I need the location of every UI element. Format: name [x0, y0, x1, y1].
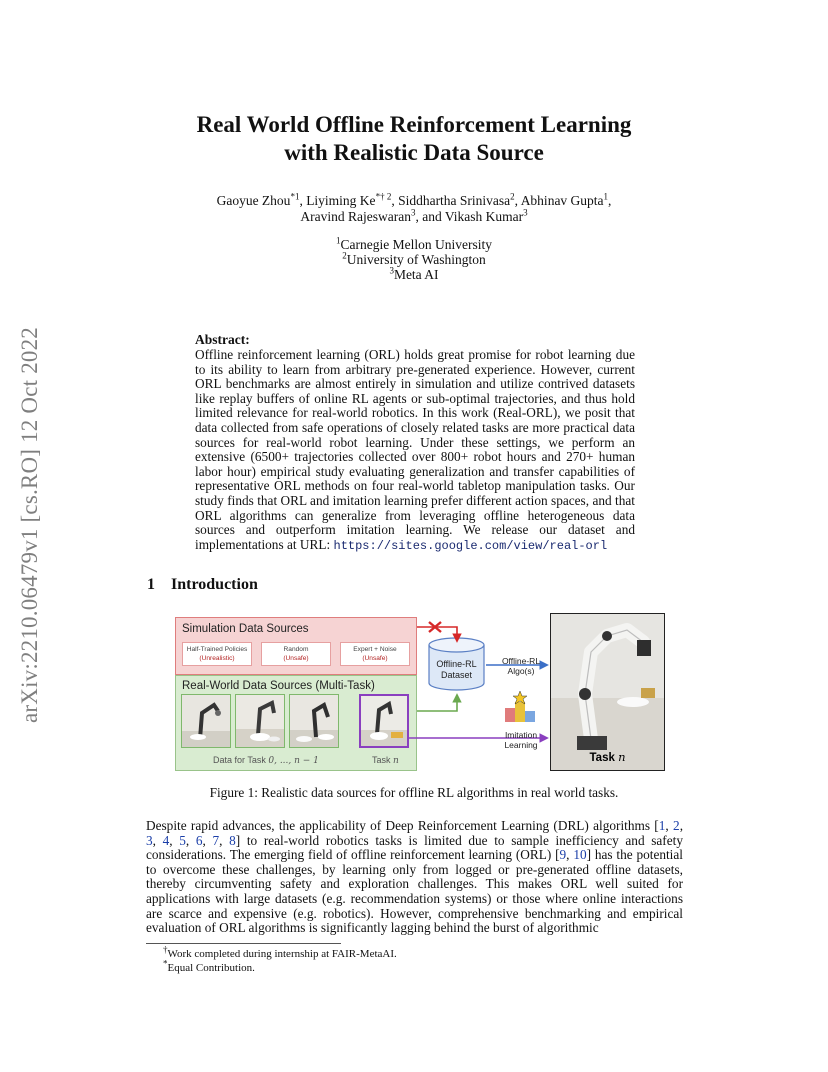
author-mark: *1: [290, 191, 300, 202]
rw-caption-math: 0, ..., n − 1: [268, 756, 319, 766]
figure-1: [175, 613, 665, 773]
author-sep: , and: [415, 209, 445, 224]
abstract-text: Offline reinforcement learning (ORL) holds great promise for robot learning due to its ability to learn from arbitrary pre-generated experience. However, current ORL benchmarks are almost entirely in simulation and utilize contrived datasets like replay buffers of online RL agents or sub-optimal trajectories, and thus hold limited relevance for real-world robotics. In this work (Real-ORL), we posit that data collected from safe operations of closely related tasks are more practical data sources for real-world robot learning. Under these settings, we perform an extensive (6500+ trajectories collected over 800+ robot hours and 270+ human labor hour) empirical study evaluating generalization and transfer capabilities of representative ORL methods on four real-world tabletop manipulation tasks. Our study finds that ORL and imitation learning prefer different action spaces, and that ORL algorithms can generalize from leveraging offline heterogeneous data sources and outperform imitation learning. We release our dataset and implementations at URL:: [195, 347, 635, 552]
dataset-label: Offline-RL Dataset: [436, 659, 477, 680]
footnote: [163, 944, 397, 961]
sim-card-sub: (Unrealistic): [199, 655, 235, 662]
author-mark: 1: [603, 191, 609, 202]
affiliation: [150, 267, 678, 282]
arxiv-stamp: arXiv:2210.06479v1 [cs.RO] 12 Oct 2022: [17, 327, 42, 723]
citation-link[interactable]: 2: [673, 818, 680, 833]
intro-text: ,: [202, 832, 213, 848]
citation-link[interactable]: 4: [162, 832, 170, 848]
affiliation-mark: 3: [389, 265, 394, 276]
citation-link[interactable]: 5: [179, 832, 186, 848]
affiliation-list: [150, 237, 678, 282]
affiliation: [150, 252, 678, 267]
task-panel-text: Task: [589, 752, 615, 764]
footnote-mark: *: [163, 958, 168, 969]
author-sep: ,: [514, 193, 521, 208]
citation-link[interactable]: 1: [658, 818, 666, 833]
author-list: [150, 193, 678, 225]
rw-caption-text: Task: [372, 755, 391, 765]
author-name: Gaoyue Zhou: [216, 193, 291, 208]
citation-link[interactable]: 3: [146, 832, 153, 848]
intro-text: ,: [152, 832, 163, 848]
affiliation: [150, 237, 678, 252]
rw-to-dataset-arrow: [417, 695, 457, 711]
footnote-rule: [146, 943, 341, 944]
task-panel-label: [551, 750, 664, 764]
task-robot-panel: [550, 613, 665, 771]
section-number: 1: [147, 576, 155, 593]
section-title: Introduction: [171, 576, 258, 593]
rw-caption-text: Data for Task: [213, 755, 266, 765]
intro-text: ] to real-world robotics tasks is limited due to sample inefficiency and safety considerations. The emerging field of offline reinforcement learning (ORL) [: [146, 832, 683, 863]
intro-text: ,: [169, 832, 180, 848]
author-mark: 2: [510, 191, 515, 202]
task-panel-math: n: [618, 750, 626, 764]
offline-rl-label: [495, 656, 547, 676]
author-name: Siddhartha Srinivasa: [398, 193, 511, 208]
citation-link[interactable]: 7: [212, 832, 220, 848]
intro-text: ] has the potential to overcome these challenges, by learning only from logged or pre-generated offline datasets, thereby circumventing safety and exploration challenges. This makes ORL well suited for applications with large datasets (e.g. recommendation systems) or those where online interactions are scarce and expensive (e.g. robotics). However, comprehensive benchmarking and empirical evaluation of ORL algorithms is significantly lagging behind the burst of algorithmic: [146, 847, 683, 936]
affiliation-mark: 2: [342, 250, 347, 261]
footnote: [163, 958, 255, 975]
sim-card-label: Random: [283, 646, 309, 653]
offline-rl-label-sub: Algo(s): [507, 666, 535, 676]
citation-link[interactable]: 8: [229, 832, 236, 848]
intro-text: ,: [185, 832, 196, 848]
author-line-2: [150, 209, 678, 225]
podium-icon: [505, 691, 535, 722]
abstract-url-link[interactable]: https://sites.google.com/view/real-orl: [333, 538, 608, 553]
footnote-text: Equal Contribution.: [167, 962, 255, 974]
sim-card-sub: (Unsafe): [283, 655, 309, 662]
author-sep: ,: [608, 193, 612, 208]
title-line-2: with Realistic Data Source: [284, 140, 544, 165]
section-heading: [147, 576, 258, 594]
intro-paragraph: [146, 819, 683, 936]
sim-card-label: Expert + Noise: [353, 646, 397, 653]
footnote-text: Work completed during internship at FAIR-MetaAI.: [167, 948, 397, 960]
author-mark: 3: [523, 207, 528, 218]
author-name: Liyiming Ke: [306, 193, 376, 208]
affiliation-name: University of Washington: [346, 252, 486, 267]
footnote-mark: †: [163, 944, 168, 955]
offline-rl-label-line: Offline-RL: [501, 656, 541, 666]
intro-text: ,: [665, 818, 674, 833]
affiliation-name: Carnegie Mellon University: [340, 237, 492, 252]
sim-box-title: Simulation Data Sources: [182, 623, 309, 635]
title-line-1: Real World Offline Reinforcement Learning: [196, 112, 632, 137]
figure-caption: Figure 1: Realistic data sources for offline RL algorithms in real world tasks.: [209, 785, 619, 800]
abstract-heading: Abstract:: [195, 332, 250, 347]
rw-box-title: Real-World Data Sources (Multi-Task): [182, 680, 375, 692]
robot-arm-image: [551, 614, 665, 771]
intro-text: ,: [219, 832, 230, 848]
author-mark: *† 2: [375, 191, 392, 202]
citation-link[interactable]: 6: [195, 832, 203, 848]
abstract-body: [195, 348, 635, 553]
author-sep: ,: [391, 193, 399, 208]
citation-link[interactable]: 10: [573, 847, 587, 863]
sim-card-label: Half-Trained Policies: [186, 646, 248, 653]
author-name: Vikash Kumar: [444, 209, 524, 224]
intro-text: ,: [566, 847, 574, 863]
paper-title: [150, 111, 678, 167]
sim-card-sub: (Unsafe): [362, 655, 388, 662]
author-name: Aravind Rajeswaran: [300, 209, 411, 224]
intro-text: ,: [679, 818, 684, 833]
affiliation-name: Meta AI: [393, 267, 439, 282]
author-sep: ,: [299, 193, 307, 208]
intro-text: Despite rapid advances, the applicability of Deep Reinforcement Learning (DRL) algorithms [: [146, 818, 659, 833]
affiliation-mark: 1: [336, 235, 341, 246]
author-name: Abhinav Gupta: [520, 193, 604, 208]
citation-link[interactable]: 9: [559, 847, 567, 863]
imitation-label: Imitation Learning: [504, 730, 538, 750]
rw-caption-math: n: [393, 756, 399, 766]
author-mark: 3: [410, 207, 416, 218]
